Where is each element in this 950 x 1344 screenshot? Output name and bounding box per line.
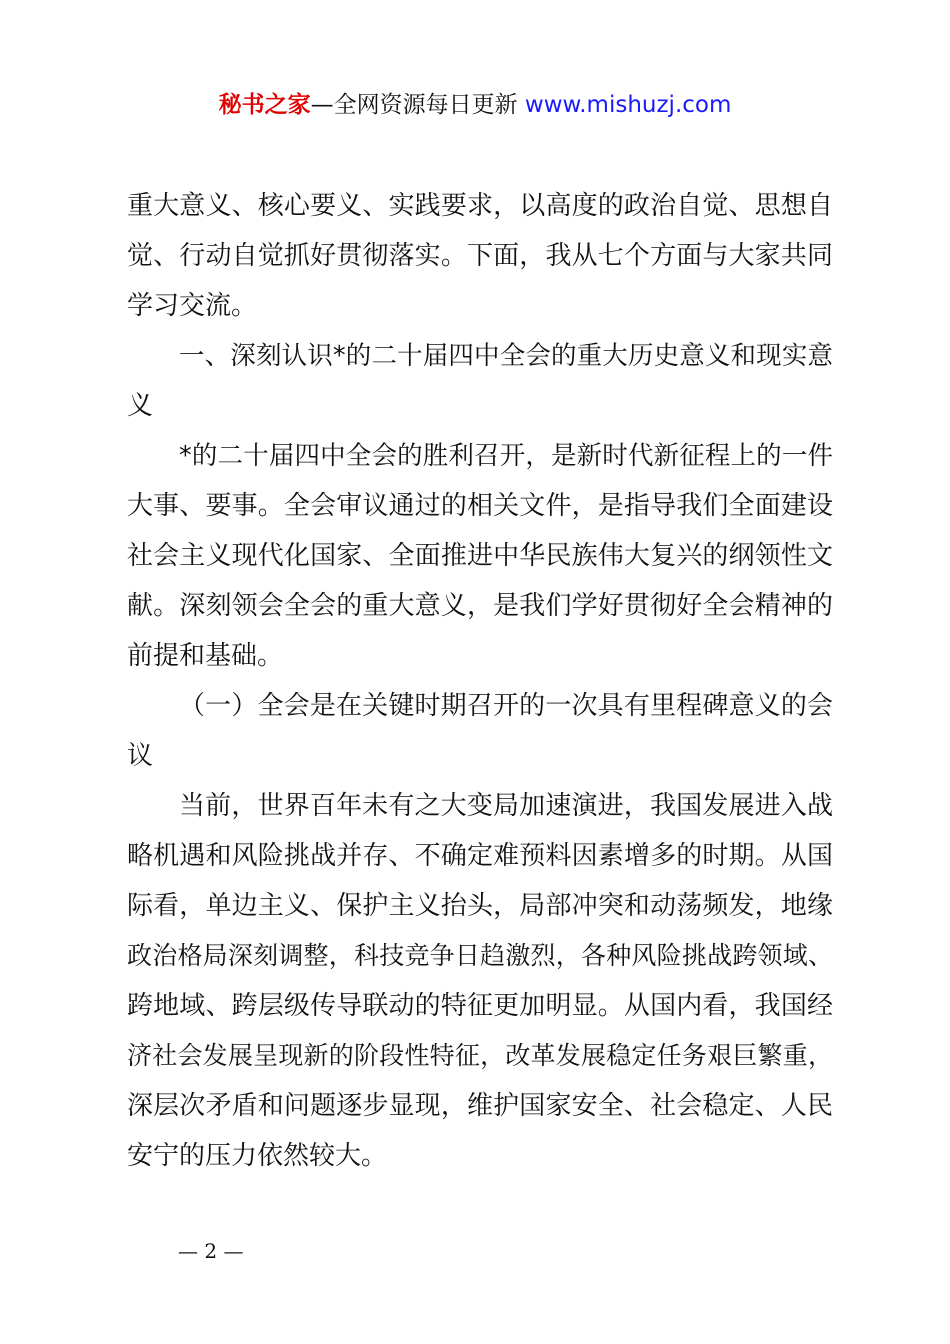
page-number: — 2 — bbox=[178, 1239, 244, 1263]
body-line: 略机遇和风险挑战并存、不确定难预料因素增多的时期。从国 bbox=[127, 841, 833, 871]
brand-name: 秘书之家 bbox=[218, 92, 311, 118]
body-line: 际看，单边主义、保护主义抬头，局部冲突和动荡频发，地缘 bbox=[127, 891, 833, 921]
document-body bbox=[127, 181, 833, 1181]
header-url[interactable]: www.mishuzj.com bbox=[524, 92, 732, 118]
body-line: 安宁的压力依然较大。 bbox=[127, 1141, 388, 1171]
body-line: 跨地域、跨层级传导联动的特征更加明显。从国内看，我国经 bbox=[127, 991, 833, 1021]
body-line: *的二十届四中全会的胜利召开，是新时代新征程上的一件 bbox=[179, 441, 833, 471]
body-line: 深层次矛盾和问题逐步显现，维护国家安全、社会稳定、人民 bbox=[127, 1091, 833, 1121]
body-line: 献。深刻领会全会的重大意义，是我们学好贯彻好全会精神的 bbox=[127, 591, 833, 621]
body-line: 前提和基础。 bbox=[127, 641, 284, 671]
body-line: 当前，世界百年未有之大变局加速演进，我国发展进入战 bbox=[179, 791, 833, 821]
subsection-heading-cont: 议 bbox=[127, 741, 154, 771]
body-line: 社会主义现代化国家、全面推进中华民族伟大复兴的纲领性文 bbox=[127, 541, 833, 571]
subsection-heading: （一）全会是在关键时期召开的一次具有里程碑意义的会 bbox=[179, 691, 833, 721]
body-line: 重大意义、核心要义、实践要求，以高度的政治自觉、思想自 bbox=[127, 191, 833, 221]
section-heading: 一、深刻认识*的二十届四中全会的重大历史意义和现实意 bbox=[179, 341, 833, 371]
body-line: 济社会发展呈现新的阶段性特征，改革发展稳定任务艰巨繁重， bbox=[127, 1041, 833, 1070]
body-line: 大事、要事。全会审议通过的相关文件，是指导我们全面建设 bbox=[127, 491, 833, 521]
section-heading-cont: 义 bbox=[127, 391, 154, 421]
page-header bbox=[0, 88, 950, 122]
body-line: 学习交流。 bbox=[127, 291, 258, 321]
header-tagline: —全网资源每日更新 bbox=[310, 92, 525, 118]
body-line: 政治格局深刻调整，科技竞争日趋激烈，各种风险挑战跨领域、 bbox=[127, 941, 833, 970]
body-line: 觉、行动自觉抓好贯彻落实。下面，我从七个方面与大家共同 bbox=[127, 241, 833, 271]
